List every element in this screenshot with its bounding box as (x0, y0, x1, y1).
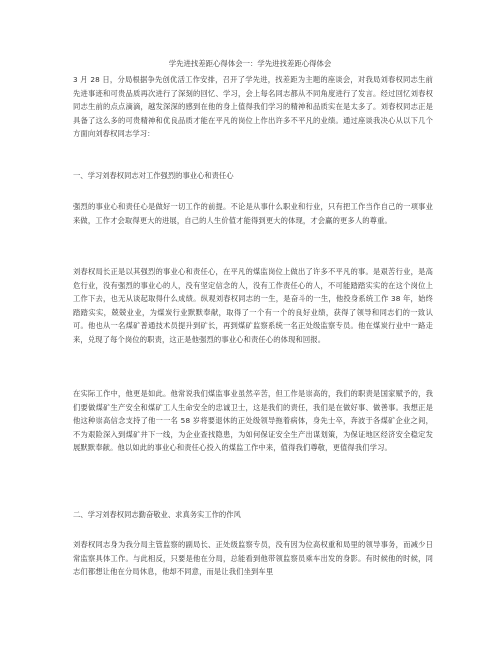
paragraph: 强烈的事业心和责任心是做好一切工作的前提。不论是从事什么职业和行业，只有把工作当作自己的一项事业来做，工作才会取得更大的进展，自己的人生价值才能得到更大的体现，才会赢的更多人的尊重。 (73, 202, 433, 225)
document-title: 学先进找差距心得体会一：学先进找差距心得体会 (168, 59, 332, 68)
intro-paragraph: 3 月 28 日，分局根据争先创优活工作安排，召开了学先进，找差距为主题的座谈会，对我局刘春权同志生前先进事迹和可贵品质再次进行了深刻的回忆、学习，会上每名同志都从不同角度进行了发言。经过回忆刘春权同志生前的点点滴滴，越发深深的感到在他的身上值得我们学习的精神和品质实在是太多了。刘春权同志正是具备了这么多的可贵精神和优良品质才能在平凡的岗位上作出许多不平凡的业绩。通过座谈我决心从以下几个方面向刘春权同志学习： (73, 75, 433, 139)
paragraph: 刘春权同志身为我分局主管监察的副局长、正处级监察专员，没有因为位高权重和局里的领导事务，而减少日常监察具体工作。与此相反，只要是他在分局，总能看到他带领监察员乘车出发的身影。有时候他的时候，同志们都想让他在分局休息，他却不同意，而是让我们坐到车里 (73, 540, 433, 577)
section-heading-1: 一、学习刘春权同志对工作强烈的事业心和责任心 (73, 171, 234, 180)
paragraph: 在实际工作中，他更是如此。他常说我们煤监事业虽然辛苦，但工作是崇高的，我们的职责是国家赋予的，我们要做煤矿生产安全和煤矿工人生命安全的忠诚卫士，这是我们的责任，我们是在做好事、做善事。我想正是他这种崇高信念支持了他一一名 58 岁将要退休的正处级领导拖着病体，身先士卒，奔波于各煤矿企业之间，不为艰险深入到煤矿井下一线，为企业查找隐患，为如何保证安全生产出谋划策，为保证地区经济安全稳定发展默默奉献。他以如此的事业心和责任心投入的煤监工作中来，值得我们尊敬，更值得我们学习。 (73, 389, 433, 453)
paragraph: 刘春权局长正是以其强烈的事业心和责任心，在平凡的煤监岗位上做出了许多不平凡的事。是艰苦行业，是高危行业，没有强烈的事业心的人，没有坚定信念的人，没有工作责任心的人，不可能踏踏实实的在这个岗位上工作下去，也无从谈起取得什么成绩。纵观刘春权同志的一生，是奋斗的一生，他投身系统工作 38 年，始终踏踏实实，兢兢业业，为煤炭行业默默奉献，取得了一个有一个的良好业绩，获得了领导和同志们的一致认可。他也从一名煤矿普通技术员提升到矿长，再到煤矿监察系统一名正处级监察专员。他在煤炭行业中一路走来，兑现了每个岗位的职责，这正是他强烈的事业心和责任心的体现和回报。 (73, 267, 433, 344)
section-heading-2: 二、学习刘春权同志勤奋敬业、求真务实工作的作风 (73, 510, 241, 519)
